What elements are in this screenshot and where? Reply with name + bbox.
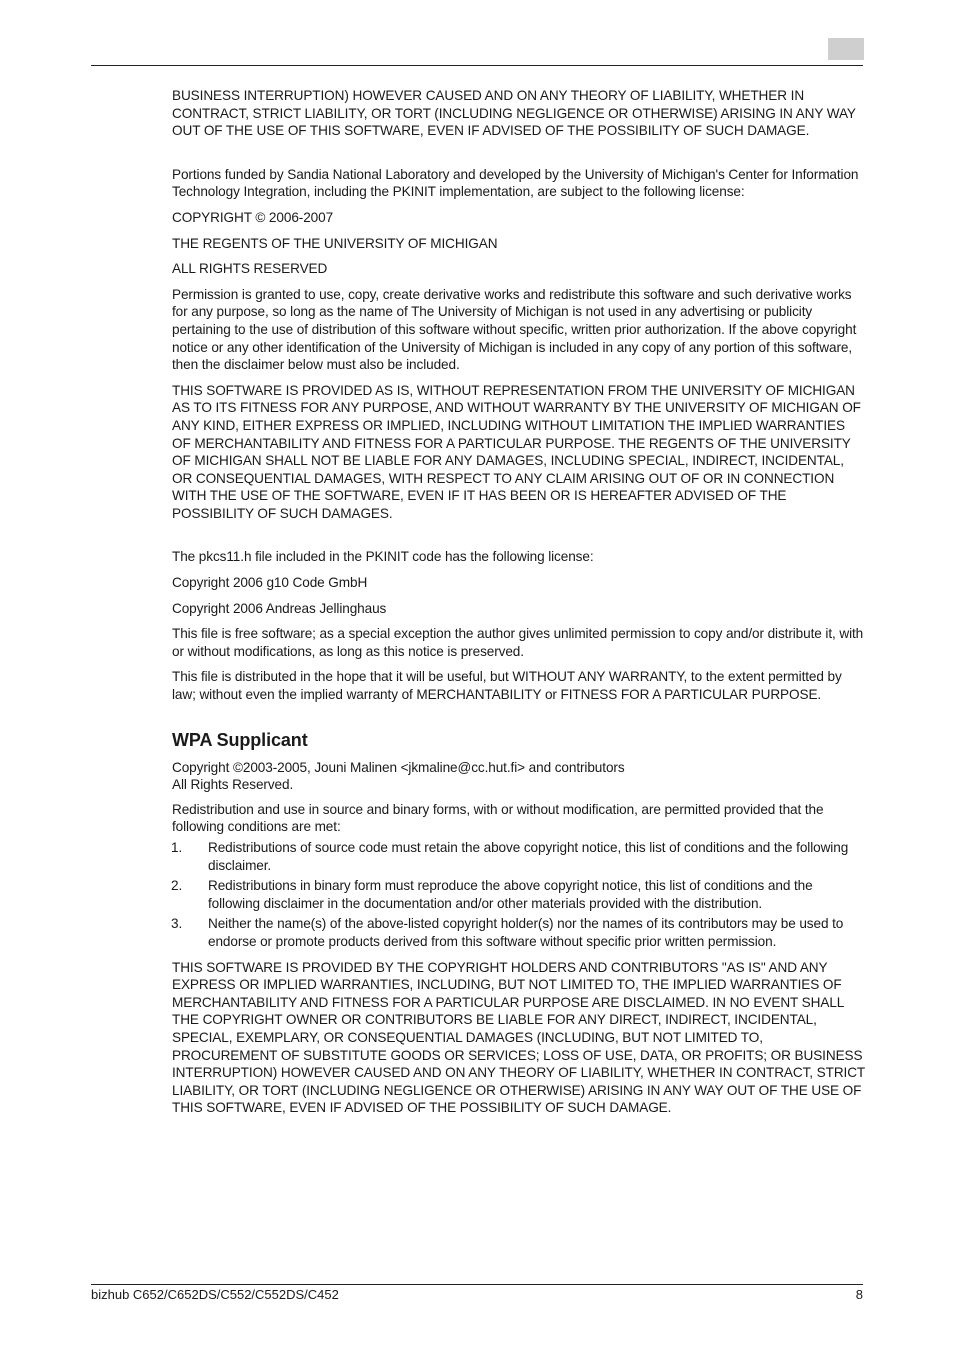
list-item-text: Neither the name(s) of the above-listed copyright holder(s) nor the names of its contributors may be used to endorse or promote products derived from this software without specific prior written permission.: [208, 916, 844, 949]
wpa-supplicant-heading: WPA Supplicant: [172, 729, 308, 750]
pkcs11-copyright-1: Copyright 2006 g10 Code GmbH: [172, 575, 368, 591]
wpa-copyright-line-1: Copyright ©2003-2005, Jouni Malinen <jkmaline@cc.hut.fi> and contributors: [172, 759, 625, 775]
michigan-copyright: COPYRIGHT © 2006-2007: [172, 209, 334, 225]
pkcs11-free-software: This file is free software; as a special exception the author gives unlimited permission to copy and/or distribute it, with or without modifications, as long as this notice is preserved.: [172, 626, 864, 659]
header-tab-marker: [828, 38, 864, 60]
list-item-text: Redistributions in binary form must reproduce the above copyright notice, this list of conditions and the following disclaimer in the documentation and/or other materials provided with the distribution.: [208, 878, 813, 911]
list-item: [171, 877, 866, 912]
list-item-text: Redistributions of source code must retain the above copyright notice, this list of conditions and the following disclaimer.: [208, 840, 849, 873]
wpa-copyright-line-2: All Rights Reserved.: [172, 777, 294, 793]
pkcs11-intro: The pkcs11.h file included in the PKINIT code has the following license:: [172, 549, 594, 565]
pkcs11-warranty: This file is distributed in the hope that it will be useful, but WITHOUT ANY WARRANTY, to the extent permitted by law; without even the implied warranty of MERCHANTABILITY or FITNESS FOR A PARTICULAR PURPOSE.: [172, 669, 842, 703]
bsd-disclaimer-tail: BUSINESS INTERRUPTION) HOWEVER CAUSED AND ON ANY THEORY OF LIABILITY, WHETHER IN CONTRACT, STRICT LIABILITY, OR TORT (INCLUDING NEGLIGENCE OR OTHERWISE) ARISING IN ANY WAY OUT OF THE USE OF THIS SOFTWARE, EVEN IF ADVISED OF THE POSSIBILITY OF SUCH DAMAGE.: [172, 88, 856, 139]
list-item-number: 3.: [171, 916, 183, 932]
pkcs11-copyright-2: Copyright 2006 Andreas Jellinghaus: [172, 600, 387, 616]
wpa-redistribution: Redistribution and use in source and binary forms, with or without modification, are permitted provided that the following conditions are met:: [172, 801, 824, 835]
footer-model-name: bizhub C652/C652DS/C552/C552DS/C452: [91, 1287, 339, 1302]
footer-divider: [91, 1284, 863, 1285]
footer-page-number: 8: [855, 1287, 863, 1302]
license-content: [172, 87, 866, 1125]
michigan-intro: Portions funded by Sandia National Laboratory and developed by the University of Michigan's Center for Information Technology Integration, including the PKINIT implementation, are subject to the following license:: [172, 166, 859, 200]
michigan-permission: Permission is granted to use, copy, create derivative works and redistribute this software and such derivative works for any purpose, so long as the name of The University of Michigan is not used in any advertising or publicity pertaining to the use of distribution of this software without specific, written prior authorization. If the above copyright notice or any other identification of the University of Michigan is included in any copy of any portion of this software, then the disclaimer below must also be included.: [172, 286, 857, 373]
list-item: [171, 839, 866, 874]
header-divider: [91, 65, 863, 66]
michigan-holder: THE REGENTS OF THE UNIVERSITY OF MICHIGAN: [172, 235, 498, 251]
list-item-number: 1.: [171, 840, 183, 855]
list-item: [171, 915, 866, 950]
michigan-rights: ALL RIGHTS RESERVED: [172, 261, 328, 277]
wpa-conditions-list: [171, 839, 866, 951]
michigan-disclaimer: THIS SOFTWARE IS PROVIDED AS IS, WITHOUT REPRESENTATION FROM THE UNIVERSITY OF MICHIGAN AS TO ITS FITNESS FOR ANY PURPOSE, AND WITHOUT WARRANTY BY THE UNIVERSITY OF MICHIGAN OF ANY KIND, EITHER EXPRESS OR IMPLIED, INCLUDING WITHOUT LIMITATION THE IMPLIED WARRANTIES OF MERCHANTABILITY AND FITNESS FOR A PARTICULAR PURPOSE. THE REGENTS OF THE UNIVERSITY OF MICHIGAN SHALL NOT BE LIABLE FOR ANY DAMAGES, INCLUDING SPECIAL, INDIRECT, INCIDENTAL, OR CONSEQUENTIAL DAMAGES, WITH RESPECT TO ANY CLAIM ARISING OUT OF OR IN CONNECTION WITH THE USE OF THE SOFTWARE, EVEN IF IT HAS BEEN OR IS HEREAFTER ADVISED OF THE POSSIBILITY OF SUCH DAMAGES.: [172, 382, 861, 521]
list-item-number: 2.: [171, 878, 183, 894]
wpa-disclaimer: THIS SOFTWARE IS PROVIDED BY THE COPYRIGHT HOLDERS AND CONTRIBUTORS "AS IS" AND ANY EXPRESS OR IMPLIED WARRANTIES, INCLUDING, BUT NOT LIMITED TO, THE IMPLIED WARRANTIES OF MERCHANTABILITY AND FITNESS FOR A PARTICULAR PURPOSE ARE DISCLAIMED. IN NO EVENT SHALL THE COPYRIGHT OWNER OR CONTRIBUTORS BE LIABLE FOR ANY DIRECT, INDIRECT, INCIDENTAL, SPECIAL, EXEMPLARY, OR CONSEQUENTIAL DAMAGES (INCLUDING, BUT NOT LIMITED TO, PROCUREMENT OF SUBSTITUTE GOODS OR SERVICES; LOSS OF USE, DATA, OR PROFITS; OR BUSINESS INTERRUPTION) HOWEVER CAUSED AND ON ANY THEORY OF LIABILITY, WHETHER IN CONTRACT, STRICT LIABILITY, OR TORT (INCLUDING NEGLIGENCE OR OTHERWISE) ARISING IN ANY WAY OUT OF THE USE OF THIS SOFTWARE, EVEN IF ADVISED OF THE POSSIBILITY OF SUCH DAMAGE.: [172, 959, 865, 1116]
wpa-copyright: [172, 759, 866, 794]
